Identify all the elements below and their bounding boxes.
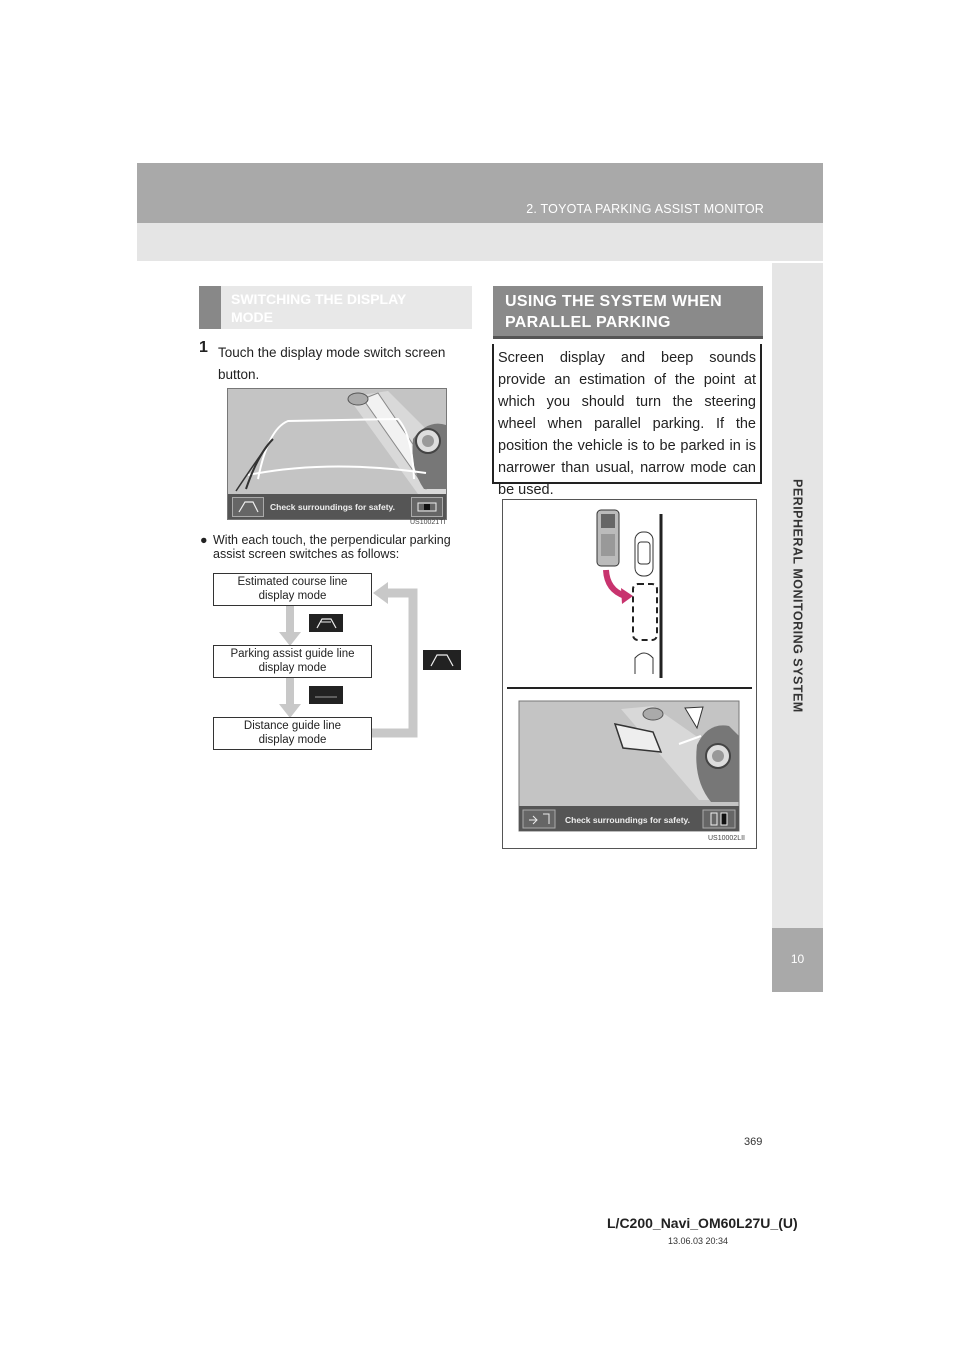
mode-estimated-course: [213, 573, 372, 606]
section-heading-switching: [199, 286, 472, 329]
bullet-text: With each touch, the perpendicular parking assist screen switches as follows:: [213, 533, 451, 561]
distance-line-icon: [309, 686, 343, 704]
header-subbar: [137, 223, 823, 261]
mode1-line1: Estimated course line: [237, 576, 348, 588]
mode3-line1: Distance guide line: [243, 720, 342, 732]
heading-accent-bar: [199, 286, 221, 329]
mode-distance-guide: [213, 717, 372, 750]
safety-message: Check surroundings for safety.: [270, 502, 396, 512]
sensor-icon: [412, 498, 442, 516]
heading-line2: PARALLEL PARKING: [505, 314, 671, 331]
mode-parking-assist-guide: [213, 645, 372, 678]
figure-code: US10021TI: [410, 519, 446, 526]
course-line-icon: [423, 650, 461, 670]
mode2-line1: Parking assist guide line: [230, 648, 355, 660]
parking-guide-mode-button[interactable]: [309, 614, 343, 632]
heading-text: [505, 291, 722, 333]
camera-status-bar: [228, 494, 446, 519]
distance-guide-mode-button[interactable]: [309, 686, 343, 704]
camera-screen-figure: [227, 388, 447, 520]
mode3-line2: display mode: [258, 733, 327, 746]
estimated-course-mode-button[interactable]: [232, 497, 264, 517]
heading-line1: SWITCHING THE DISPLAY: [231, 291, 407, 307]
step-number: 1: [199, 339, 208, 356]
sensor-indicator: [411, 497, 443, 517]
page-number: 369: [744, 1136, 763, 1148]
heading-text: [231, 290, 406, 326]
guide-line-icon: [309, 614, 343, 632]
mode1-line2: display mode: [258, 589, 327, 602]
document-datetime: 13.06.03 20:34: [668, 1236, 729, 1246]
course-line-icon: [233, 498, 263, 516]
parallel-parking-diagram: [503, 500, 756, 848]
side-tab-label: PERIPHERAL MONITORING SYSTEM: [790, 478, 805, 713]
heading-line2: MODE: [231, 309, 273, 325]
intro-text: Screen display and beep sounds provide an estimation of the point at which you should turn the steering wheel when parallel parking. If the position the vehicle is to be parked in is narrower than usual, narrow mode can be used.: [498, 350, 756, 498]
side-tab-number: 10: [790, 952, 805, 966]
heading-line1: USING THE SYSTEM WHEN: [505, 293, 722, 310]
section-heading-parallel: [493, 286, 763, 339]
bullet-item: [200, 533, 479, 561]
safety-message: Check surroundings for safety.: [565, 815, 691, 825]
figure-code: US10002LII: [708, 835, 745, 842]
estimated-course-mode-icon[interactable]: [423, 650, 461, 670]
parallel-parking-figure: [502, 499, 757, 849]
bullet-dot: ●: [200, 533, 208, 547]
document-model-code: L/C200_Navi_OM60L27U_(U): [607, 1215, 798, 1231]
intro-box: [492, 344, 762, 498]
step-text: Touch the display mode switch screen button.: [218, 345, 446, 382]
mode2-line2: display mode: [258, 661, 327, 674]
chapter-title: 2. TOYOTA PARKING ASSIST MONITOR: [526, 202, 764, 216]
